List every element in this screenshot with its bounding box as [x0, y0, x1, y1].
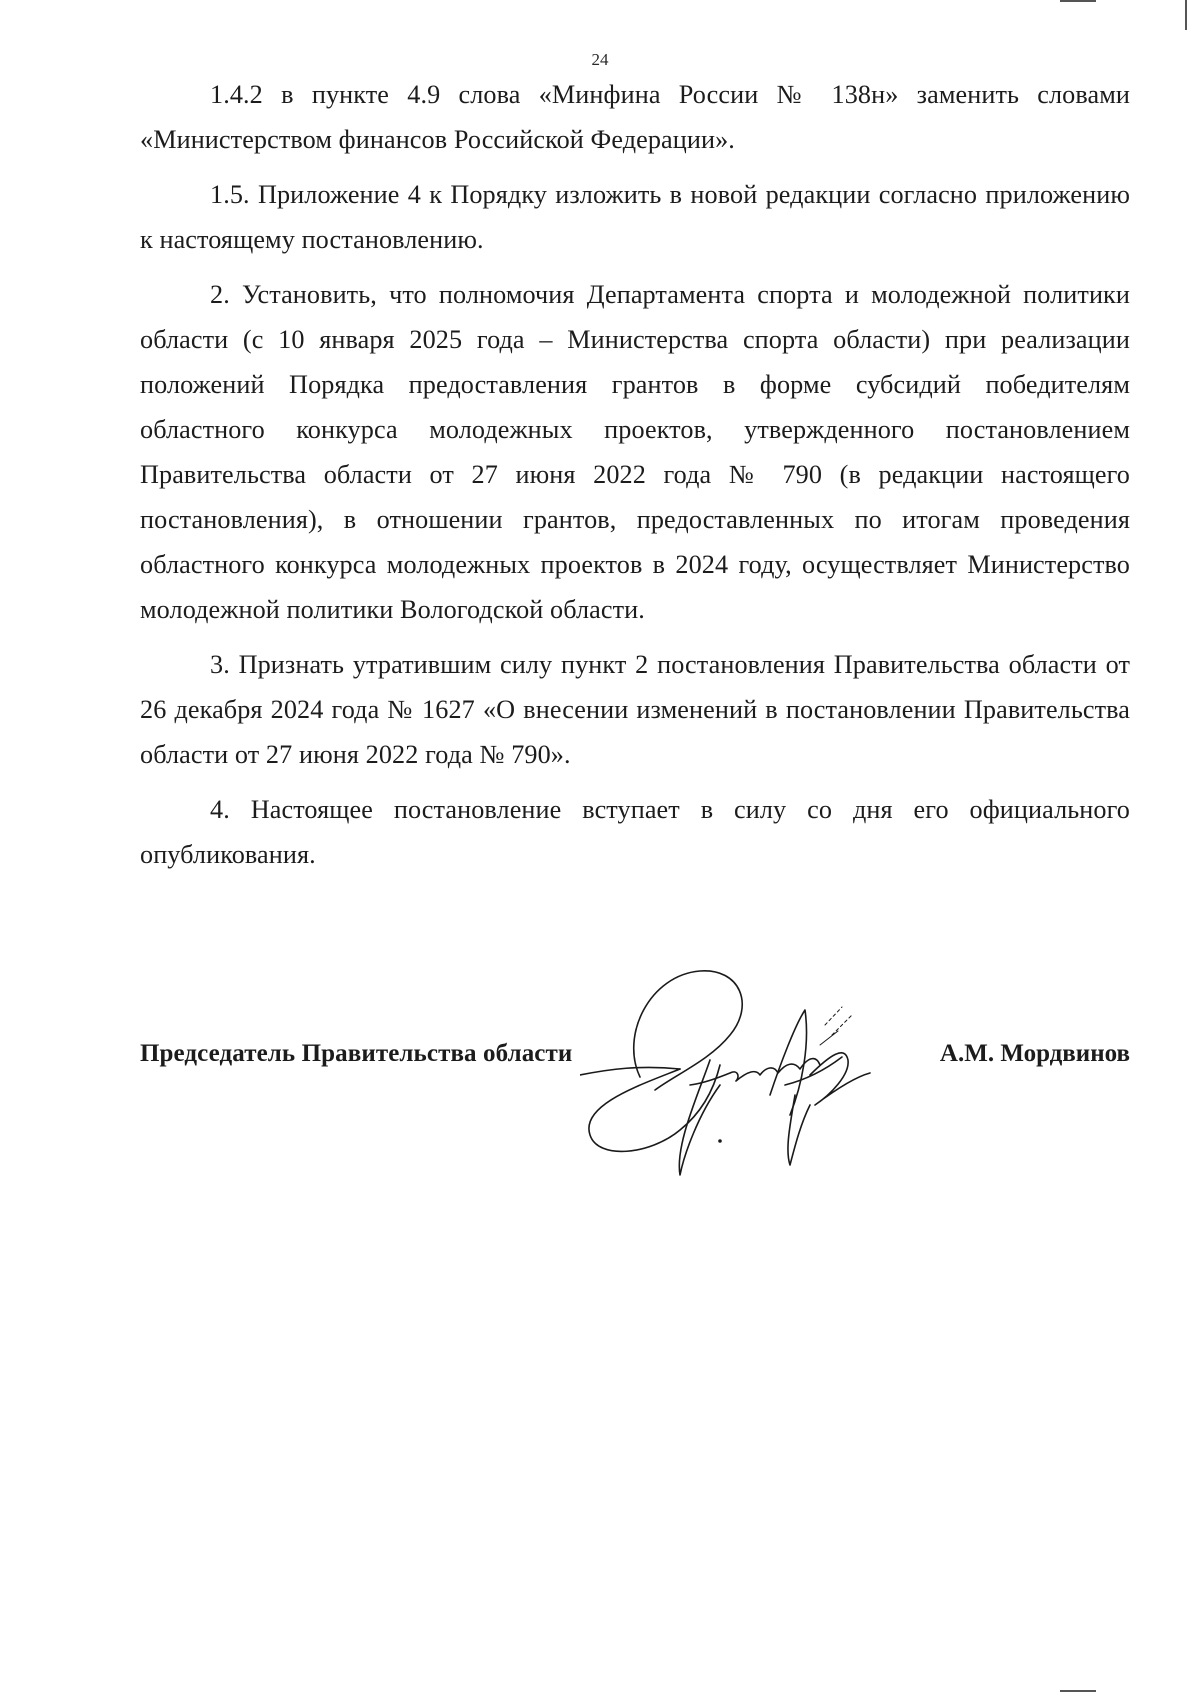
scan-artifact-top-right — [1060, 0, 1096, 2]
document-body — [140, 72, 1130, 887]
scan-artifact-right-edge — [1185, 0, 1187, 30]
paragraph-1-4-2: 1.4.2 в пункте 4.9 слова «Минфина России № 138н» заменить словами «Министерством финансов Российской Федерации». — [140, 80, 1130, 154]
paragraph-1-5: 1.5. Приложение 4 к Порядку изложить в новой редакции согласно приложению к настоящему постановлению. — [140, 180, 1130, 254]
signer-title: Председатель Правительства области — [140, 1040, 573, 1067]
page-number: 24 — [591, 50, 609, 69]
paragraph-2: 2. Установить, что полномочия Департамента спорта и молодежной политики области (с 10 января 2025 года – Министерства спорта области) при реализации положений Порядка предоставления грантов в форме субсидий победителям областного конкурса молодежных проектов, утвержденного постановлением Правительства области от 27 июня 2022 года № 790 (в редакции настоящего постановления), в отношении грантов, предоставленных по итогам проведения областного конкурса молодежных проектов в 2024 году, осуществляет Министерство молодежной политики Вологодской области. — [140, 280, 1130, 624]
paragraph-4: 4. Настоящее постановление вступает в силу со дня его официального опубликования. — [140, 795, 1130, 869]
handwritten-signature-icon — [580, 965, 940, 1185]
paragraph-3: 3. Признать утратившим силу пункт 2 постановления Правительства области от 26 декабря 2024 года № 1627 «О внесении изменений в постановлении Правительства области от 27 июня 2022 года № 790». — [140, 650, 1130, 769]
scan-artifact-bottom-right — [1060, 1690, 1096, 1692]
signer-name: А.М. Мордвинов — [939, 1040, 1130, 1067]
